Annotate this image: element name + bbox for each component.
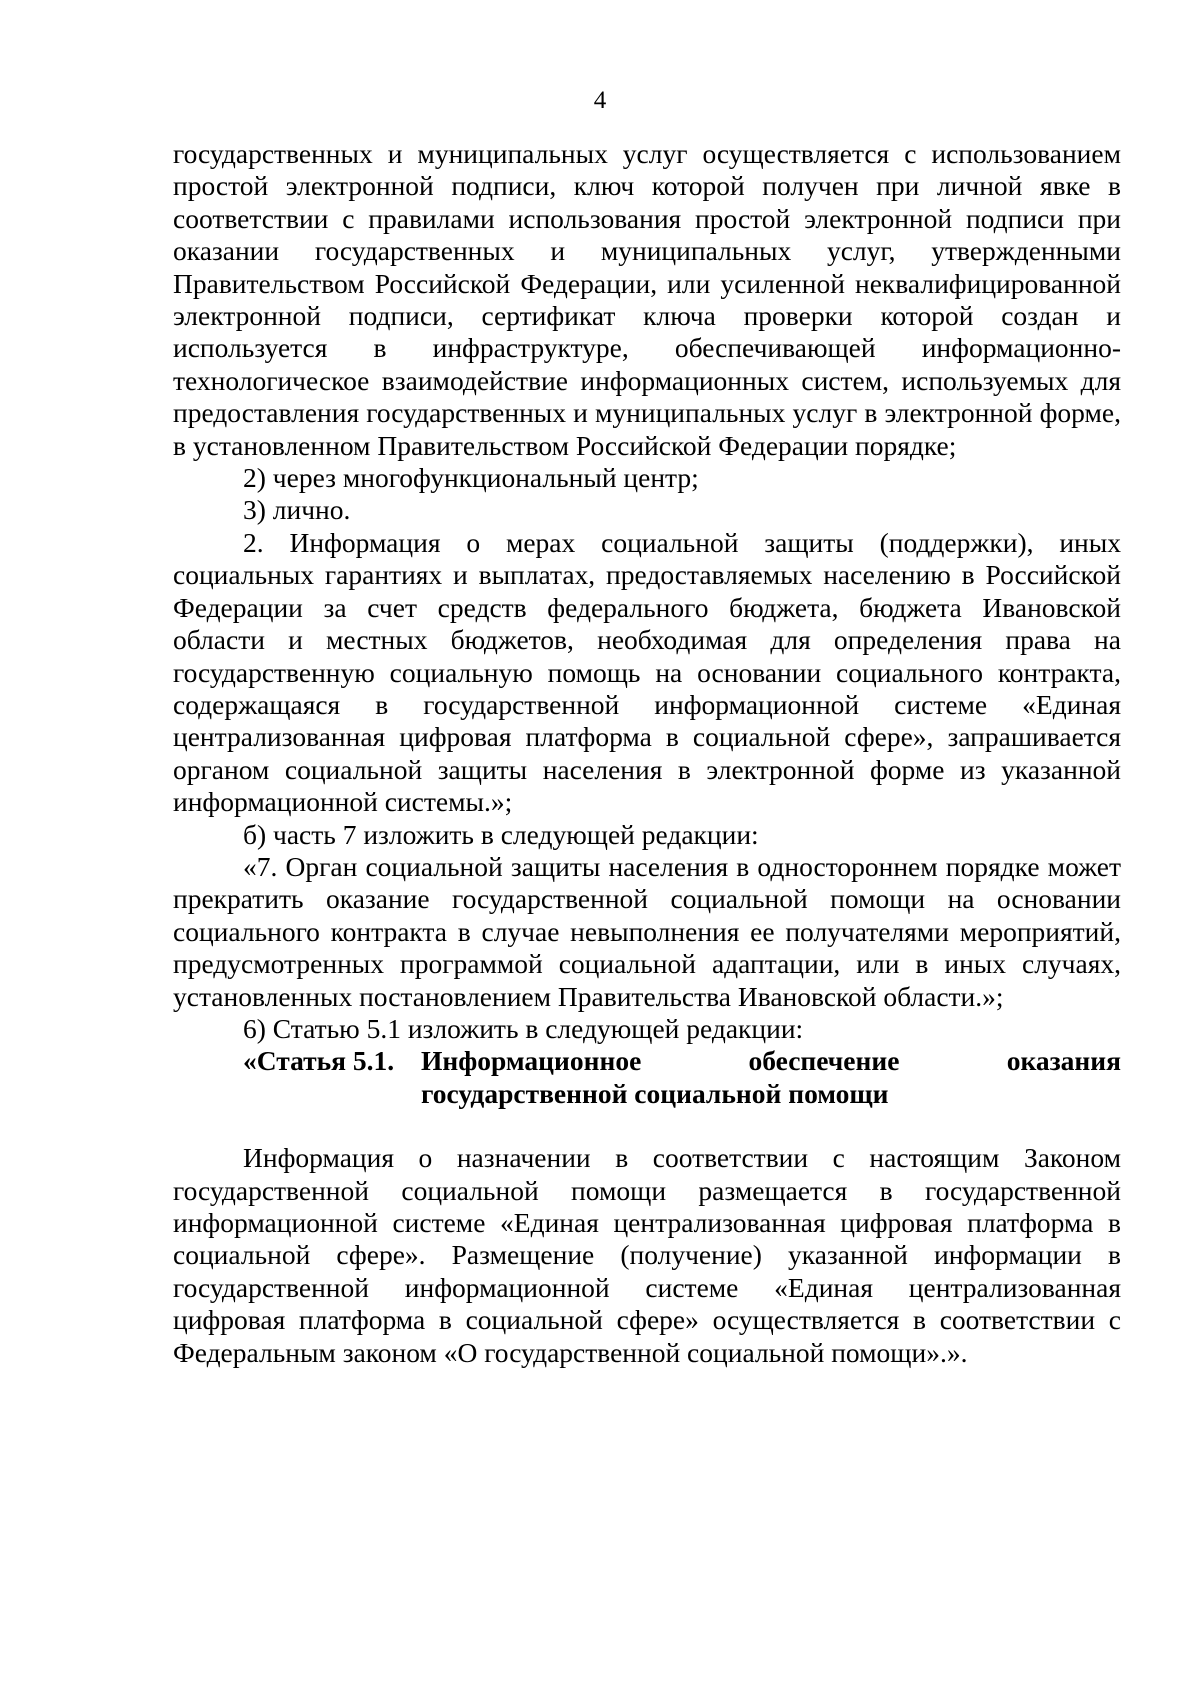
paragraph-signature-conditions: государственных и муниципальных услуг осуществляется с использованием простой электронной подписи, ключ которой получен при личной явке в соответствии с правилами использования простой электронной подписи при оказании государственных и муниципальных услуг, утвержденными Правительством Российской Федерации, или усиленной неквалифицированной электронной подписи, сертификат ключа проверки которой создан и используется в инфраструктуре, обеспечивающей информационно-технологическое взаимодействие информационных систем, используемых для предоставления государственных и муниципальных услуг в электронной форме, в установленном Правительством Российской Федерации порядке; (173, 138, 1121, 461)
paragraph-mfc: 2) через многофункциональный центр; (243, 462, 699, 494)
article-heading-line-2: государственной социальной помощи (421, 1077, 889, 1109)
article-heading-line-1: Информационное обеспечение оказания (421, 1045, 1121, 1077)
paragraph-information-request: 2. Информация о мерах социальной защиты (поддержки), иных социальных гарантиях и выплатах, предоставляемых населению в Российской Федерации за счет средств федерального бюджета, бюджета Ивановской области и местных бюджетов, необходимая для определения права на государственную социальную помощь на основании социального контракта, содержащаяся в государственной информационной системе «Единая централизованная цифровая платформа в социальной сфере», запрашивается органом социальной защиты населения в электронной форме из указанной информационной системы.»; (173, 526, 1121, 818)
article-heading (173, 1045, 1121, 1110)
page-number: 4 (593, 87, 607, 114)
document-body (173, 138, 1121, 1369)
article-heading-title (421, 1045, 1121, 1110)
paragraph-part-7-text: «7. Орган социальной защиты населения в одностороннем порядке может прекратить оказание государственной социальной помощи на основании социального контракта в случае невыполнения ее получателями мероприятий, предусмотренных программой социальной адаптации, или в иных случаях, установленных постановлением Правительства Ивановской области.»; (173, 850, 1121, 1012)
spacer (173, 1110, 1121, 1142)
paragraph-part-7-intro: б) часть 7 изложить в следующей редакции: (243, 818, 759, 850)
paragraph-in-person: 3) лично. (243, 494, 351, 526)
paragraph-article-5-1-intro: 6) Статью 5.1 изложить в следующей редакции: (243, 1012, 804, 1044)
paragraph-article-5-1-text: Информация о назначении в соответствии с настоящим Законом государственной социальной помощи размещается в государственной информационной системе «Единая централизованная цифровая платформа в социальной сфере». Размещение (получение) указанной информации в государственной информационной системе «Единая централизованная цифровая платформа в социальной сфере» осуществляется в соответствии с Федеральным законом «О государственной социальной помощи».». (173, 1142, 1121, 1368)
article-heading-label: «Статья 5.1. (243, 1045, 395, 1077)
